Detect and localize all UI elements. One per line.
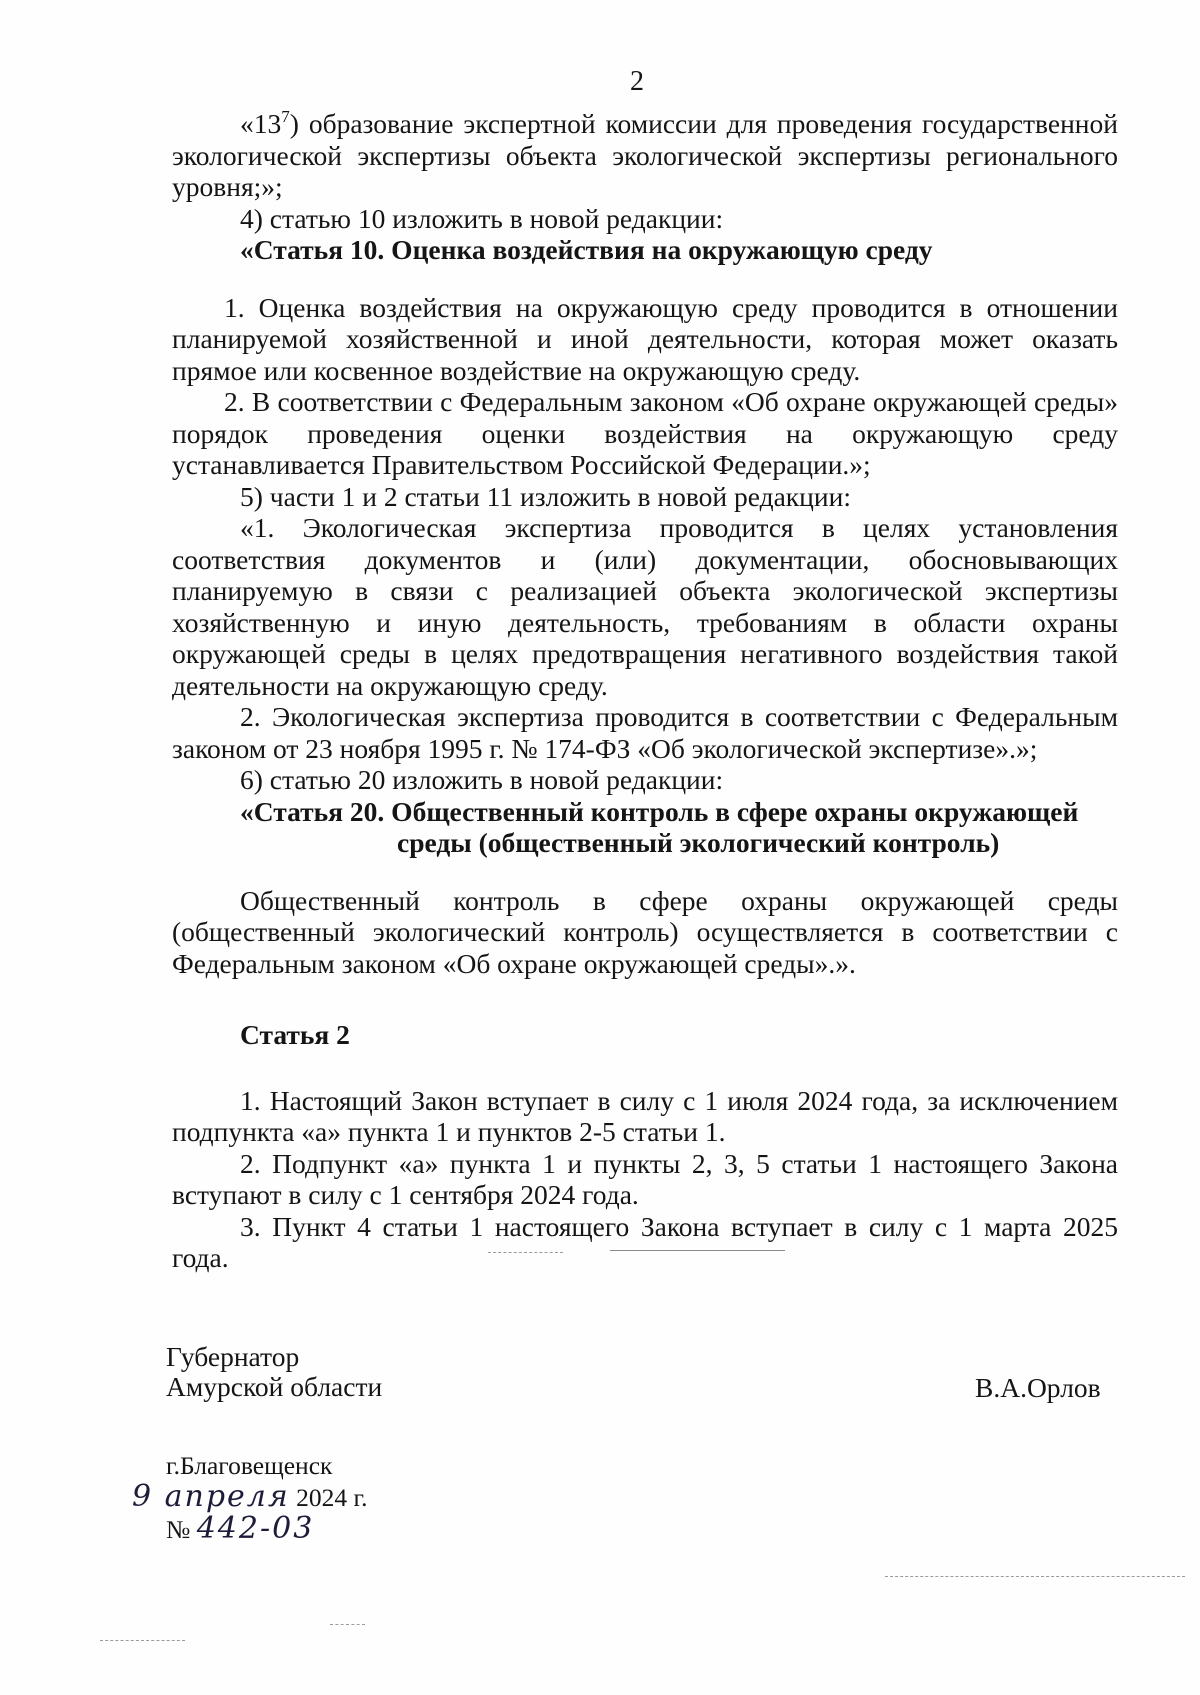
law-number-line [166, 1513, 401, 1545]
document-body [172, 108, 1118, 1274]
scan-artifact [330, 1624, 365, 1626]
signatory-title-line-1: Губернатор [166, 1341, 300, 1372]
article-2-heading: Статья 2 [240, 1019, 350, 1050]
article-2-paragraph-1: 1. Настоящий Закон вступает в силу с 1 июля 2024 года, за исключением подпункта «а» пункта 1 и пунктов 2-5 статьи 1. [172, 1084, 1118, 1147]
article-10-paragraph-1: 1. Оценка воздействия на окружающую среду проводится в отношении планируемой хозяйственной и иной деятельности, которая может оказать прямое или косвенное воздействие на окружающую среду. [172, 291, 1118, 386]
handwritten-date: 9 апреля [132, 1479, 290, 1514]
page-number: 2 [630, 66, 644, 97]
article-2-paragraph-2: 2. Подпункт «а» пункта 1 и пункты 2, 3, 5 статьи 1 настоящего Закона вступают в силу с 1 сентября 2024 года. [172, 1147, 1118, 1210]
article-2-paragraph-3: 3. Пункт 4 статьи 1 настоящего Закона вступает в силу с 1 марта 2025 года. [172, 1210, 1118, 1273]
item-number-superscript: 7 [281, 107, 290, 126]
amendment-instruction-5: 5) части 1 и 2 статьи 11 изложить в новой редакции: [240, 480, 851, 512]
article-20-paragraph: Общественный контроль в сфере охраны окружающей среды (общественный экологический контроль) осуществляется в соответствии с Федеральным законом «Об охране окружающей среды».». [172, 884, 1118, 979]
amendment-instruction-4: 4) статью 10 изложить в новой редакции: [240, 202, 724, 234]
signatory-title-line-2: Амурской области [166, 1371, 383, 1402]
item-text: ) образование экспертной комиссии для проведения государственной экологической экспертизы объекта экологической экспертизы регионального уровня;»; [172, 108, 1118, 202]
article-20-heading-line-1: «Статья 20. Общественный контроль в сфере охраны окружающей [240, 795, 1079, 827]
date-line [132, 1481, 367, 1513]
date-year: 2024 г. [296, 1483, 368, 1512]
article-10-heading: «Статья 10. Оценка воздействия на окружающую среду [240, 234, 933, 265]
city-name: г.Благовещенск [166, 1451, 333, 1480]
scan-artifact [488, 1252, 563, 1254]
paragraph-item-13-7 [172, 108, 1118, 203]
article-10-paragraph-2: 2. В соответствии с Федеральным законом «Об охране окружающей среды» порядок проведения оценки воздействия на окружающую среду устанавливается Правительством Российской Федерации.»; [172, 386, 1118, 480]
scan-artifact [885, 1576, 1185, 1578]
handwritten-law-number: 442-03 [196, 1511, 315, 1546]
article-11-paragraph-1: «1. Экологическая экспертиза проводится в целях установления соответствия документов и (или) документации, обосновывающих планируемую в связи с реализацией объекта экологической экспертизы хозяйственную и иную деятельность, требованиям в области охраны окружающей среды в целях предотвращения негативного воздействия такой деятельности на окружающую среду. [172, 512, 1118, 701]
place-date-block [132, 1450, 401, 1546]
amendment-instruction-6: 6) статью 20 изложить в новой редакции: [240, 764, 724, 795]
scan-artifact [610, 1250, 785, 1252]
number-sign: № [166, 1515, 191, 1544]
scan-artifact [100, 1640, 185, 1642]
article-11-paragraph-2: 2. Экологическая экспертиза проводится в соответствии с Федеральным законом от 23 ноября 1995 г. № 174-ФЗ «Об экологической экспертизе».»; [172, 701, 1118, 764]
item-number-prefix: «13 [240, 108, 282, 139]
article-20-heading-line-2: среды (общественный экологический контроль) [397, 827, 1000, 858]
signatory-name: В.А.Орлов [975, 1372, 1101, 1403]
signature-block [166, 1342, 382, 1402]
